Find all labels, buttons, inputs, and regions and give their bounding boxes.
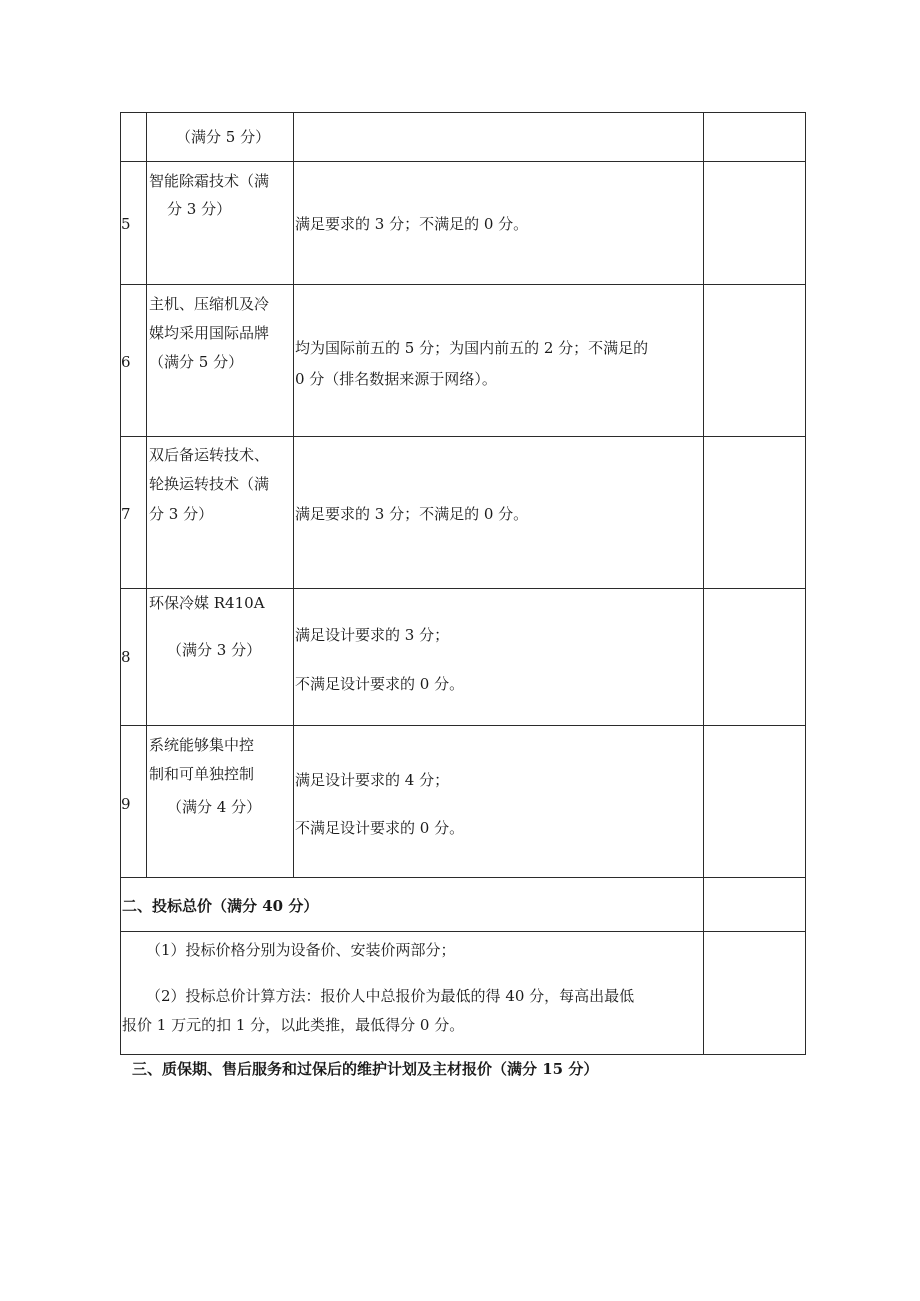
item-label: 系统能够集中控 (149, 736, 255, 754)
item-label: 智能除霜技术（满 (149, 172, 270, 190)
criteria-text: 满足设计要求的 4 分； (295, 771, 450, 789)
section-heading: 二、投标总价（满分 40 分） (122, 897, 319, 915)
row-number: 5 (121, 215, 131, 233)
row-number: 8 (121, 648, 131, 666)
item-label: （满分 5 分） (176, 128, 271, 146)
item-label: 轮换运转技术（满 (149, 475, 270, 493)
item-label: （满分 3 分） (167, 641, 262, 659)
item-label: （满分 4 分） (167, 798, 262, 816)
criteria-text: 满足要求的 3 分；不满足的 0 分。 (295, 215, 529, 233)
item-label: 制和可单独控制 (149, 765, 255, 783)
row-number: 9 (121, 795, 131, 813)
item-label: 媒均采用国际品牌 (149, 324, 270, 342)
item-label: 主机、压缩机及冷 (149, 295, 270, 313)
paragraph-line: 报价 1 万元的扣 1 分，以此类推，最低得分 0 分。 (122, 1016, 465, 1034)
item-label: 分 3 分） (167, 200, 232, 218)
criteria-text: 满足要求的 3 分；不满足的 0 分。 (295, 505, 529, 523)
criteria-text: 满足设计要求的 3 分； (295, 626, 450, 644)
item-label: 分 3 分） (149, 505, 214, 523)
item-label: 双后备运转技术、 (149, 446, 270, 464)
criteria-text: 0 分（排名数据来源于网络）。 (295, 370, 497, 388)
paragraph-line: （1）投标价格分别为设备价、安装价两部分； (146, 941, 456, 959)
criteria-text: 不满足设计要求的 0 分。 (295, 675, 465, 693)
item-label: 环保冷媒 R410A (149, 594, 265, 612)
row-number: 6 (121, 353, 131, 371)
criteria-text: 均为国际前五的 5 分；为国内前五的 2 分；不满足的 (295, 339, 649, 357)
item-label: （满分 5 分） (149, 353, 244, 371)
paragraph-line: （2）投标总价计算方法：报价人中总报价为最低的得 40 分，每高出最低 (146, 987, 635, 1005)
section-heading: 三、质保期、售后服务和过保后的维护计划及主材报价（满分 15 分） (132, 1060, 599, 1078)
row-number: 7 (121, 505, 131, 523)
criteria-text: 不满足设计要求的 0 分。 (295, 819, 465, 837)
